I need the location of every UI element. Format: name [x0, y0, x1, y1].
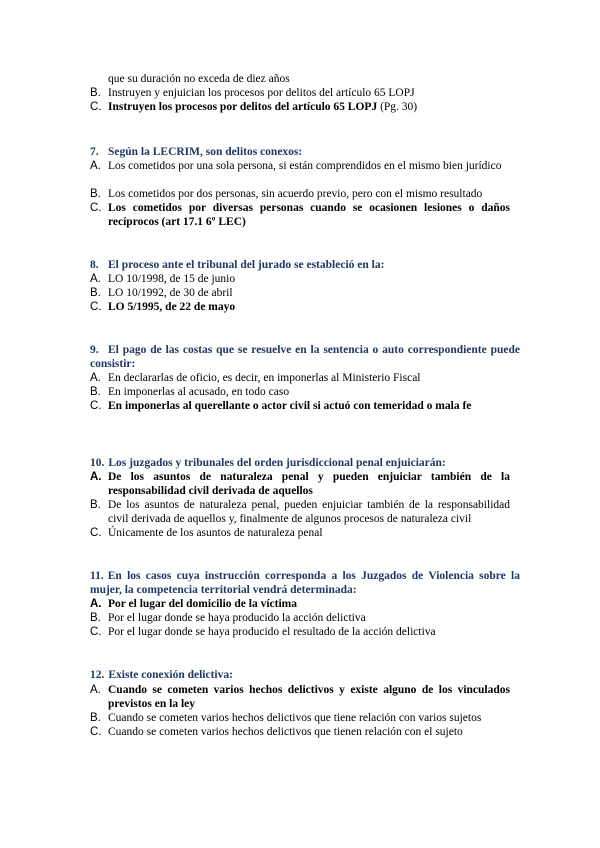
option-text: Instruyen y enjuician los procesos por delitos del artículo 65 LOPJ	[108, 87, 415, 99]
question-text: Los juzgados y tribunales del orden jurisdiccional penal enjuiciarán:	[108, 457, 446, 469]
option-text: Los cometidos por dos personas, sin acuerdo previo, pero con el mismo resultado	[108, 188, 483, 200]
q12-option-c	[90, 725, 510, 739]
question-8	[90, 258, 520, 272]
question-text: Existe conexión delictiva:	[108, 669, 233, 681]
question-10	[90, 456, 520, 470]
q7-option-c	[90, 201, 510, 229]
option-letter: B.	[90, 386, 101, 398]
q12-option-b	[90, 711, 510, 725]
option-text: En declararlas de oficio, es decir, en imponerlas al Ministerio Fiscal	[108, 372, 421, 384]
option-letter: A.	[90, 471, 102, 483]
option-letter: B.	[90, 612, 101, 624]
option-text: En imponerlas al querellante o actor civil si actuó con temeridad o mala fe	[108, 400, 472, 412]
prev-option-c	[90, 100, 510, 114]
question-number: 11.	[90, 570, 104, 582]
question-number: 9.	[90, 344, 99, 356]
option-text: De los asuntos de naturaleza penal y pueden enjuiciar también de la responsabilidad civil derivada de aquellos	[108, 471, 510, 497]
option-text: Únicamente de los asuntos de naturaleza penal	[108, 527, 323, 539]
q8-option-c	[90, 300, 510, 314]
q9-option-b	[90, 385, 510, 399]
option-letter: B.	[90, 287, 101, 299]
option-letter: B.	[90, 499, 101, 511]
option-letter: A.	[90, 598, 102, 610]
option-letter: A.	[90, 684, 101, 696]
option-letter: C.	[90, 527, 102, 539]
question-7	[90, 145, 520, 159]
question-text: Según la LECRIM, son delitos conexos:	[108, 146, 303, 158]
option-text: Por el lugar donde se haya producido el resultado de la acción delictiva	[108, 626, 436, 638]
option-text: De los asuntos de naturaleza penal, pueden enjuiciar también de la responsabilidad civil derivada de aquellos y, finalmente de algunos procesos de naturaleza civil	[108, 499, 510, 525]
option-letter: C.	[90, 202, 102, 214]
question-text: En los casos cuya instrucción corresponda a los Juzgados de Violencia sobre la mujer, la competencia territorial vendrá determinada:	[90, 570, 520, 596]
option-text: LO 10/1998, de 15 de junio	[108, 273, 236, 285]
option-text: En imponerlas al acusado, en todo caso	[108, 386, 290, 398]
option-text: LO 5/1995, de 22 de mayo	[108, 301, 236, 313]
question-9	[90, 343, 520, 371]
option-letter: C.	[90, 101, 102, 113]
option-text: Cuando se cometen varios hechos delictivos que tienen relación con el sujeto	[108, 726, 463, 738]
option-letter: A.	[90, 273, 101, 285]
option-letter: B.	[90, 712, 101, 724]
option-letter: C.	[90, 626, 102, 638]
option-letter: B.	[90, 188, 101, 200]
option-text: Por el lugar donde se haya producido la acción delictiva	[108, 612, 366, 624]
option-letter: C.	[90, 301, 102, 313]
q10-option-c	[90, 526, 510, 540]
option-text: Por el lugar del domicilio de la víctima	[108, 598, 297, 610]
option-text-bold: Instruyen los procesos por delitos del artículo 65 LOPJ	[108, 101, 378, 113]
question-text: El proceso ante el tribunal del jurado se estableció en la:	[108, 259, 385, 271]
q11-option-b	[90, 611, 510, 625]
q11-option-a	[90, 597, 510, 611]
q9-option-c	[90, 399, 490, 413]
option-text-tail: (Pg. 30)	[377, 101, 418, 113]
question-number: 12.	[90, 669, 105, 681]
option-text: Cuando se cometen varios hechos delictivos y existe alguno de los vinculados previstos en la ley	[108, 684, 510, 710]
option-letter: C.	[90, 726, 102, 738]
q7-option-b	[90, 187, 510, 201]
option-letter: A.	[90, 160, 101, 172]
question-number: 10.	[90, 457, 105, 469]
q10-option-b	[90, 498, 510, 526]
option-letter: B.	[90, 87, 101, 99]
question-number: 7.	[90, 146, 99, 158]
option-letter: A.	[90, 372, 101, 384]
prev-option-b	[90, 86, 510, 100]
q8-option-b	[90, 286, 510, 300]
prev-question-continuation: que su duración no exceda de diez años	[108, 73, 290, 85]
question-11	[90, 569, 520, 597]
q12-option-a	[90, 683, 510, 711]
q10-option-a	[90, 470, 510, 498]
q11-option-c	[90, 625, 510, 639]
question-text: El pago de las costas que se resuelve en la sentencia o auto correspondiente puede consistir:	[90, 344, 520, 370]
q8-option-a	[90, 272, 510, 286]
q7-option-a	[90, 159, 510, 173]
option-text: LO 10/1992, de 30 de abril	[108, 287, 233, 299]
option-text: Los cometidos por una sola persona, si están comprendidos en el mismo bien jurídico	[108, 160, 502, 172]
option-letter: C.	[90, 400, 102, 412]
q9-option-a	[90, 371, 510, 385]
option-text: Cuando se cometen varios hechos delictivos que tiene relación con varios sujetos	[108, 712, 482, 724]
question-number: 8.	[90, 259, 99, 271]
question-12	[90, 668, 520, 682]
option-text: Los cometidos por diversas personas cuando se ocasionen lesiones o daños recíprocos (art 17.1 6º LEC)	[108, 202, 510, 228]
